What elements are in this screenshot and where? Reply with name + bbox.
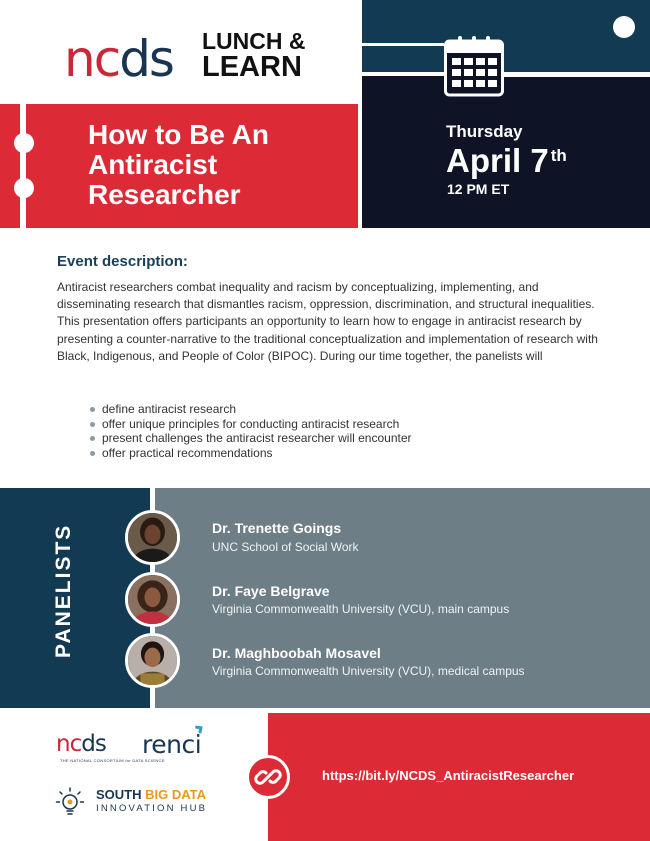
- event-time: 12 PM ET: [447, 181, 510, 197]
- decorative-dot: [14, 133, 34, 153]
- panelist-affiliation: Virginia Commonwealth University (VCU), medical campus: [212, 664, 525, 678]
- panelist-affiliation: UNC School of Social Work: [212, 540, 359, 554]
- renci-mark-icon: [194, 725, 202, 733]
- panelist-name: Dr. Maghboobah Mosavel: [212, 645, 381, 661]
- innovation-hub-text: INNOVATION HUB: [96, 803, 208, 814]
- panelist-name: Dr. Faye Belgrave: [212, 583, 330, 599]
- avatar: [125, 510, 180, 565]
- lunch-and-learn-title: [202, 30, 306, 82]
- topic-list: [88, 402, 568, 460]
- lunch-line: LUNCH &: [202, 28, 306, 54]
- list-item: offer practical recommendations: [88, 446, 568, 461]
- panelist-name: Dr. Trenette Goings: [212, 520, 342, 536]
- panelists-label: PANELISTS: [52, 523, 75, 658]
- event-title: How to Be An Antiracist Researcher: [88, 119, 269, 210]
- decorative-dot: [14, 178, 34, 198]
- renci-logo: renci: [142, 730, 202, 759]
- registration-link[interactable]: https://bit.ly/NCDS_AntiracistResearcher: [322, 768, 575, 783]
- avatar: [125, 572, 180, 627]
- avatar: [125, 633, 180, 688]
- date-suffix: th: [550, 146, 567, 165]
- red-edge-strip: [0, 104, 20, 228]
- footer-ncds-logo: ncds: [56, 731, 106, 757]
- list-item: offer unique principles for conducting antiracist research: [88, 417, 568, 432]
- south-big-data-logo: SOUTH BIG DATA: [96, 787, 207, 802]
- learn-line: LEARN: [202, 51, 302, 83]
- chain-link-icon: [249, 758, 287, 796]
- panelist-affiliation: Virginia Commonwealth University (VCU), main campus: [212, 602, 510, 616]
- decorative-dot: [613, 16, 635, 38]
- description-heading: Event description:: [57, 253, 188, 270]
- decorative-line: [504, 74, 650, 77]
- event-date: April 7 $^{th}$: [446, 142, 567, 179]
- ncds-tagline: THE NATIONAL CONSORTIUM for DATA SCIENCE: [60, 758, 165, 763]
- event-day: Thursday: [446, 122, 523, 141]
- calendar-icon: [444, 35, 504, 97]
- description-body: Antiracist researchers combat inequality and racism by conceptualizing, implementing, and disseminating research that dismantles racism, oppression, discrimination, and structural inequalities. This presentation offers participants an opportunity to learn how to engage in antiracist research by presenting a counter-narrative to the traditional conceptualization and implementation of research with Black, Indigenous, and People of Color (BIPOC). During our time together, the panelists will: [57, 280, 598, 363]
- lightbulb-icon: [55, 786, 85, 816]
- top-navy-block: [362, 0, 650, 72]
- list-item: define antiracist research: [88, 402, 568, 417]
- decorative-line: [362, 43, 444, 46]
- list-item: present challenges the antiracist researcher will encounter: [88, 431, 568, 446]
- link-icon-badge[interactable]: [246, 755, 290, 799]
- ncds-logo: ncds: [64, 30, 173, 88]
